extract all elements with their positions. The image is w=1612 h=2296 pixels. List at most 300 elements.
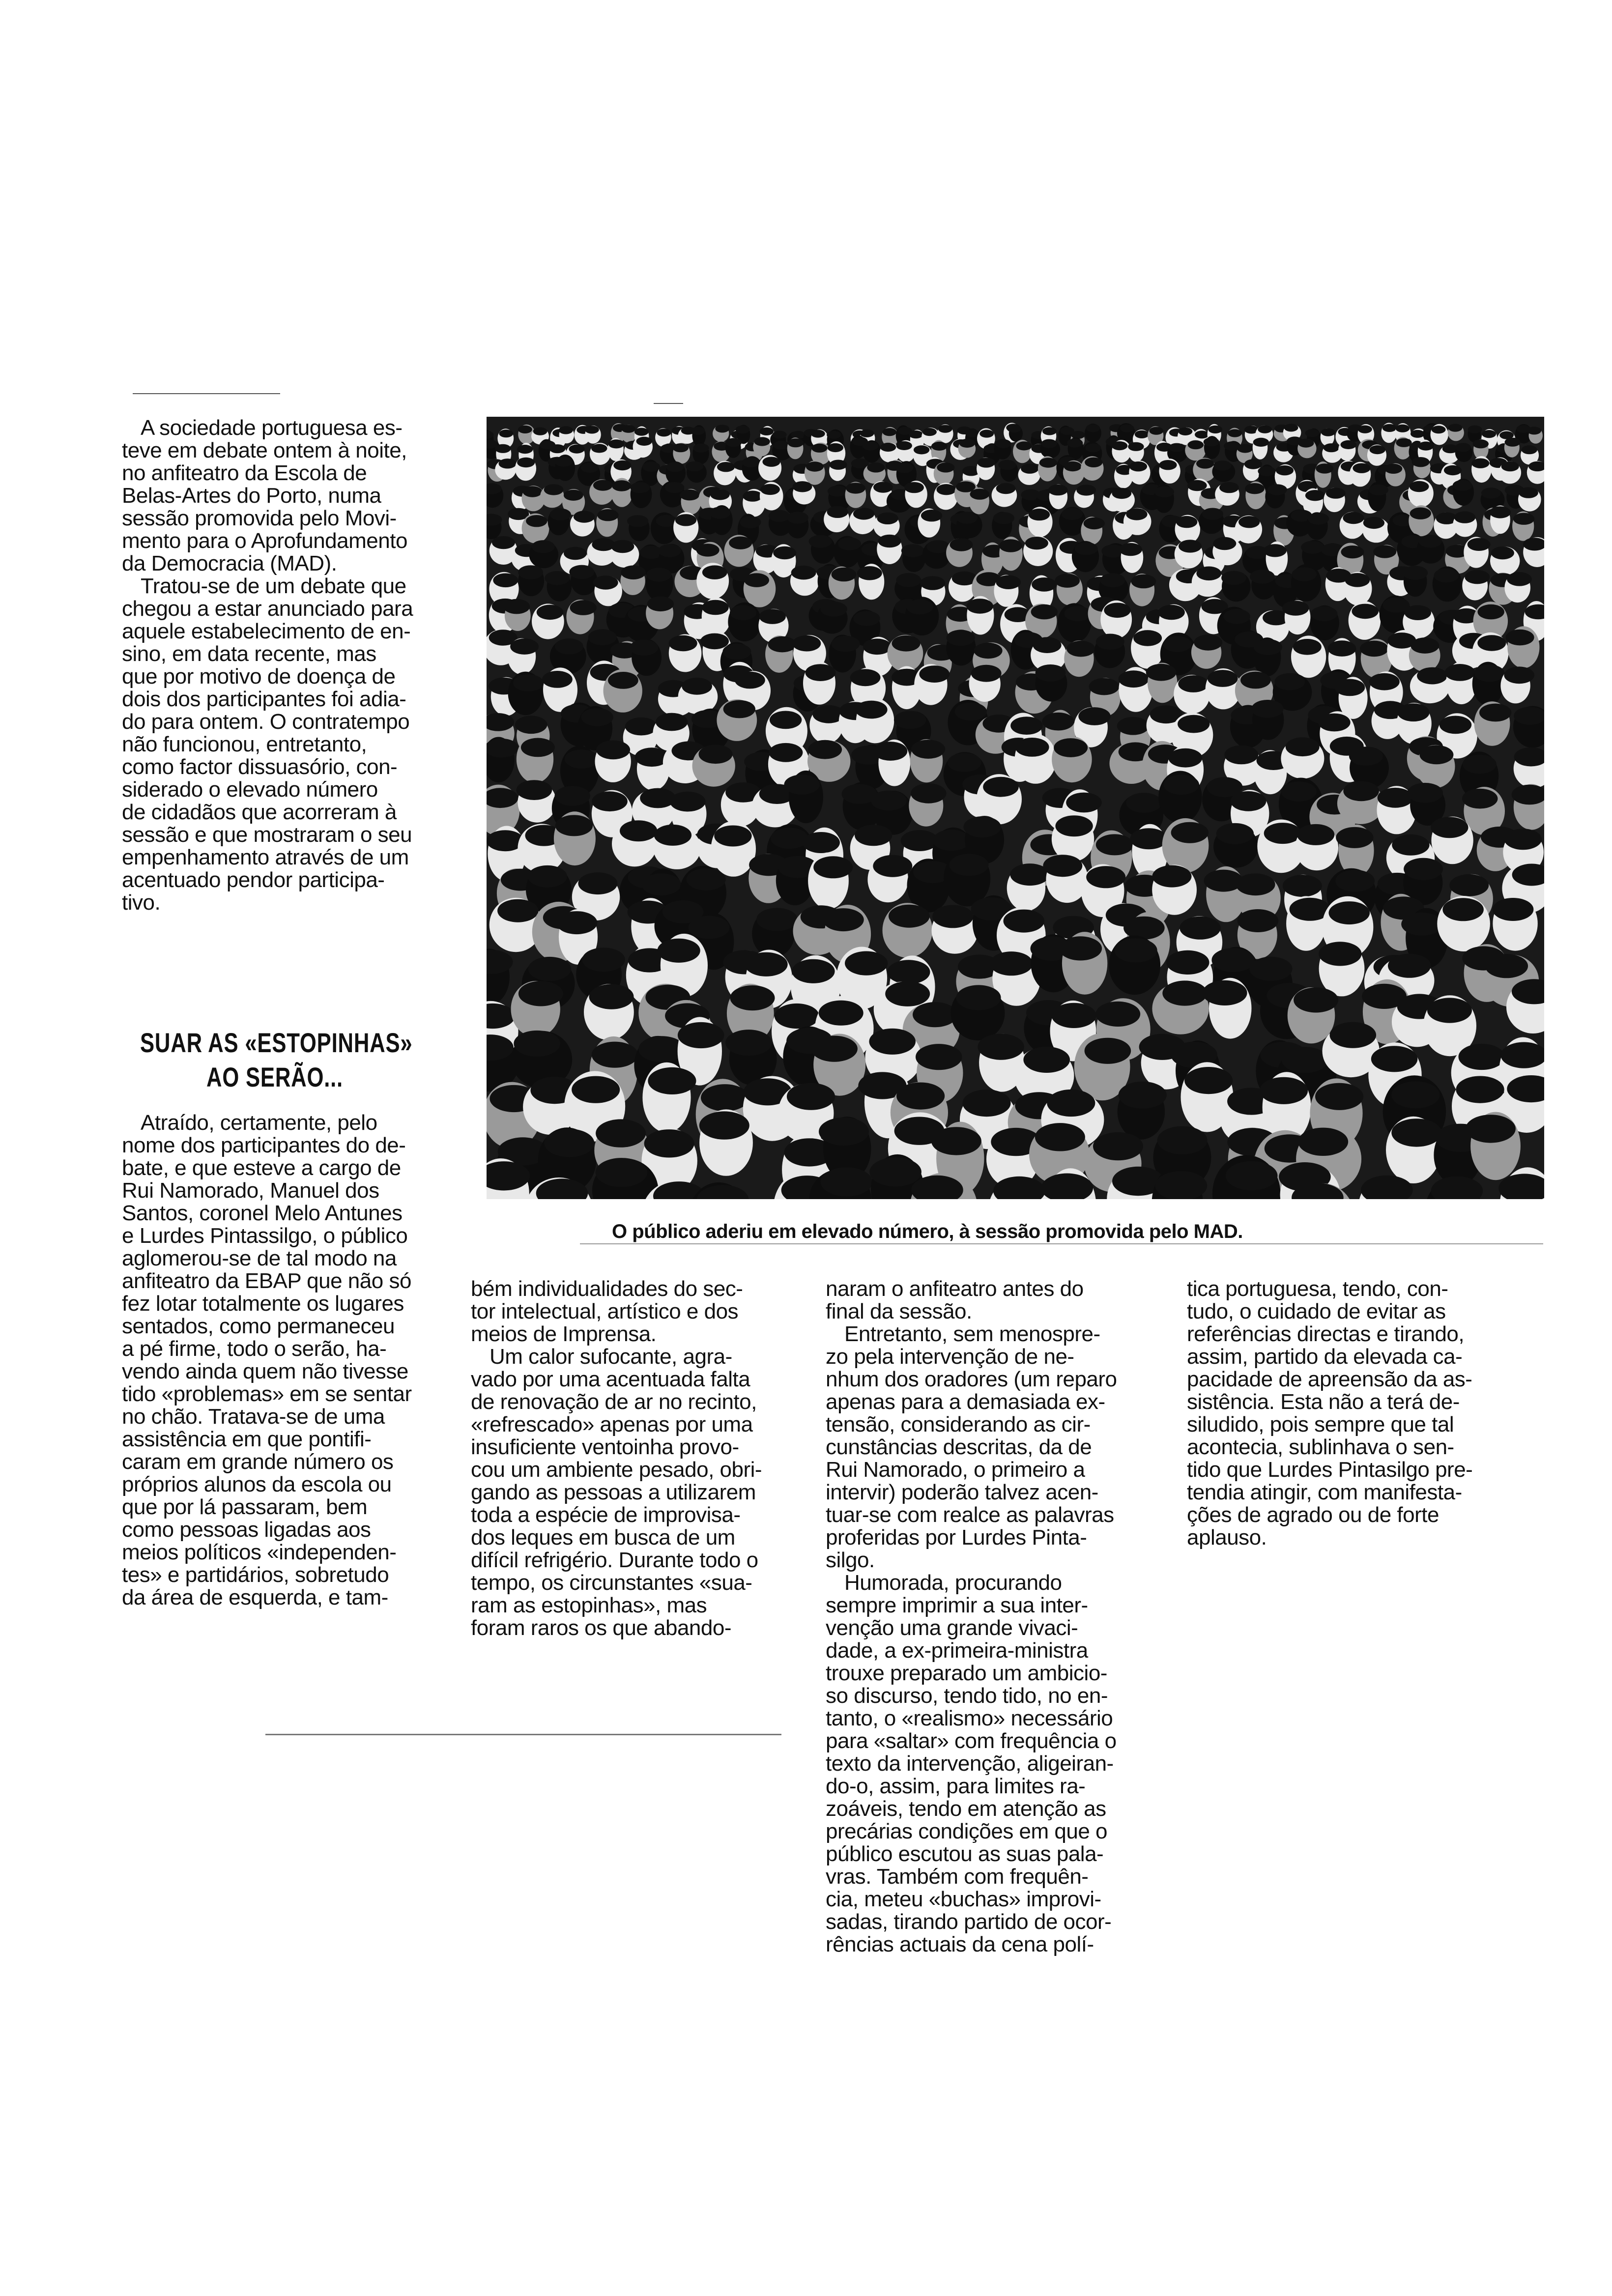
crowd-hair xyxy=(894,711,926,729)
crowd-hair xyxy=(644,1129,694,1157)
crowd-hair xyxy=(515,716,547,734)
crowd-hair xyxy=(999,539,1022,552)
crowd-hair xyxy=(916,1044,962,1070)
crowd-hair xyxy=(1282,1047,1328,1073)
top-rule xyxy=(133,393,280,394)
crowd-hair xyxy=(517,445,533,454)
crowd-hair xyxy=(978,458,995,467)
crowd-hair xyxy=(1455,443,1471,452)
crowd-hair xyxy=(1448,424,1463,431)
crowd-hair xyxy=(775,1004,819,1029)
crowd-hair xyxy=(1104,603,1130,618)
crowd-hair xyxy=(1047,1090,1095,1117)
text-line: silgo. xyxy=(826,1548,875,1572)
crowd-hair xyxy=(1119,543,1142,556)
crowd-hair xyxy=(1084,517,1105,529)
crowd-hair xyxy=(1506,630,1534,646)
crowd-hair xyxy=(808,740,842,759)
crowd-hair xyxy=(920,576,945,590)
crowd-hair xyxy=(691,427,705,435)
crowd-hair xyxy=(1401,913,1442,936)
crowd-hair xyxy=(819,1118,869,1146)
crowd-hair xyxy=(715,425,729,432)
crowd-hair xyxy=(1349,746,1383,766)
text-line: A sociedade portuguesa es- xyxy=(141,416,403,440)
text-line: siderado o elevado número xyxy=(122,777,378,802)
crowd-hair xyxy=(675,514,696,526)
crowd-hair xyxy=(1336,827,1373,848)
crowd-hair xyxy=(771,828,808,849)
crowd-hair xyxy=(967,599,993,614)
crowd-hair xyxy=(811,1036,858,1062)
crowd-hair xyxy=(729,537,752,549)
crowd-hair xyxy=(1384,464,1402,474)
crowd-hair xyxy=(1456,1076,1504,1103)
crowd-hair xyxy=(744,573,769,587)
crowd-hair xyxy=(1419,535,1442,547)
crowd-hair xyxy=(909,430,923,438)
crowd-hair xyxy=(1505,438,1521,447)
crowd-hair xyxy=(740,516,761,528)
crowd-hair xyxy=(593,575,618,590)
crowd-photo xyxy=(487,417,1544,1199)
crowd-hair xyxy=(1258,466,1275,476)
crowd-hair xyxy=(723,700,755,718)
crowd-hair xyxy=(1392,834,1429,856)
crowd-hair xyxy=(877,513,898,524)
crowd-hair xyxy=(678,1022,724,1048)
text-line: próprios alunos da escola ou xyxy=(122,1472,392,1496)
text-line: caram em grande número os xyxy=(122,1450,394,1474)
text-line: bém individualidades do sec- xyxy=(471,1277,743,1301)
crowd-hair xyxy=(1335,870,1375,892)
crowd-hair xyxy=(1211,948,1254,972)
crowd-hair xyxy=(1244,459,1262,469)
crowd-hair xyxy=(1221,571,1246,585)
crowd-hair xyxy=(493,574,518,588)
crowd-hair xyxy=(613,460,631,470)
text-line: Rui Namorado, o primeiro a xyxy=(826,1458,1085,1482)
crowd-hair xyxy=(1213,460,1231,470)
crowd-hair xyxy=(620,820,657,841)
crowd-hair xyxy=(582,947,625,972)
text-line: para «saltar» com frequência o xyxy=(826,1729,1117,1753)
crowd-hair xyxy=(896,1083,945,1110)
crowd-hair xyxy=(1352,604,1379,619)
crowd-hair xyxy=(855,701,887,719)
text-line: meios de Imprensa. xyxy=(471,1322,657,1346)
crowd-hair xyxy=(1434,569,1459,583)
text-line: Humorada, procurando xyxy=(844,1571,1062,1595)
crowd-hair xyxy=(853,611,880,626)
crowd-hair xyxy=(1353,463,1370,473)
crowd-hair xyxy=(1403,566,1428,580)
crowd-hair xyxy=(528,957,571,981)
crowd-hair xyxy=(1264,823,1301,844)
crowd-hair xyxy=(1166,950,1209,975)
crowd-hair xyxy=(819,1001,864,1026)
crowd-hair xyxy=(1096,834,1133,855)
crowd-hair xyxy=(774,441,789,450)
text-line: ram as estopinhas», mas xyxy=(471,1593,707,1617)
crowd-hair xyxy=(1054,738,1088,757)
crowd-hair xyxy=(1231,791,1267,811)
crowd-hair xyxy=(828,486,847,496)
text-line: no chão. Tratava-se de uma xyxy=(122,1405,385,1429)
crowd-hair xyxy=(1039,458,1057,467)
text-line: dos leques em busca de um xyxy=(471,1525,735,1550)
crowd-hair xyxy=(640,788,676,808)
crowd-hair xyxy=(693,444,709,453)
crowd-hair xyxy=(621,425,635,433)
crowd-hair xyxy=(1439,716,1471,734)
crowd-hair xyxy=(666,462,684,472)
crowd-hair xyxy=(564,490,583,501)
crowd-hair xyxy=(1418,442,1434,451)
crowd-hair xyxy=(1396,438,1411,447)
crowd-hair xyxy=(1065,606,1091,621)
text-line: pacidade de apreensão da as- xyxy=(1187,1367,1472,1391)
crowd-hair xyxy=(1369,485,1388,495)
crowd-hair xyxy=(1454,511,1475,523)
crowd-hair xyxy=(1388,954,1431,978)
crowd-hair xyxy=(544,1129,594,1157)
crowd-hair xyxy=(702,600,728,615)
crowd-hair xyxy=(827,431,841,439)
text-line: nome dos participantes do de- xyxy=(122,1133,406,1157)
crowd-hair xyxy=(555,638,583,655)
caption-scan-line xyxy=(580,1243,1543,1244)
crowd-hair xyxy=(1064,461,1082,471)
crowd-hair xyxy=(948,753,981,772)
crowd-hair xyxy=(1086,866,1125,888)
crowd-hair xyxy=(537,605,563,620)
crowd-hair xyxy=(913,1002,957,1027)
crowd-hair xyxy=(686,461,703,471)
crowd-hair xyxy=(1085,443,1101,452)
crowd-hair xyxy=(625,718,657,736)
text-line: como factor dissuasório, con- xyxy=(122,755,398,779)
crowd-hair xyxy=(809,535,832,548)
crowd-hair xyxy=(1369,673,1400,690)
text-line: dade, a ex-primeira-ministra xyxy=(826,1638,1088,1663)
crowd-hair xyxy=(1135,430,1149,438)
crowd-hair xyxy=(1085,1038,1131,1064)
text-line: Atraído, certamente, pelo xyxy=(141,1111,377,1135)
column-1-intro xyxy=(122,417,413,914)
crowd-hair xyxy=(904,482,924,493)
crowd-hair xyxy=(1330,1022,1377,1048)
crowd-hair xyxy=(1410,481,1429,492)
crowd-hair xyxy=(1395,425,1410,432)
crowd-hair xyxy=(1504,829,1542,850)
bottom-scan-line xyxy=(265,1734,781,1735)
crowd-hair xyxy=(896,573,921,587)
text-line: Belas-Artes do Porto, numa xyxy=(122,484,381,508)
crowd-hair xyxy=(1152,865,1192,888)
crowd-hair xyxy=(873,742,907,761)
crowd-hair xyxy=(556,911,598,934)
column-4 xyxy=(1187,1278,1472,1549)
crowd-hair xyxy=(803,832,840,853)
crowd-hair xyxy=(931,442,947,451)
crowd-hair xyxy=(769,510,790,522)
crowd-hair xyxy=(1078,707,1110,725)
crowd-hair xyxy=(654,825,691,846)
crowd-hair xyxy=(630,482,650,493)
text-line: cia, meteu «buchas» improvi- xyxy=(826,1887,1101,1911)
crowd-hair xyxy=(962,1090,1010,1117)
crowd-hair xyxy=(1391,1081,1439,1108)
crowd-hair xyxy=(947,630,975,646)
subheading-line-1: SUAR AS «ESTOPINHAS» xyxy=(140,1027,413,1058)
crowd-hair xyxy=(589,984,634,1009)
text-line: e Lurdes Pintassilgo, o público xyxy=(122,1224,408,1248)
crowd-hair xyxy=(499,459,517,468)
text-line: zoáveis, tendo em atenção as xyxy=(826,1797,1106,1821)
crowd-hair xyxy=(1318,714,1350,732)
text-line: do-o, assim, para limites ra- xyxy=(826,1774,1086,1798)
crowd-hair xyxy=(714,826,751,847)
crowd-hair xyxy=(892,635,921,652)
crowd-hair xyxy=(549,444,565,453)
crowd-hair xyxy=(806,664,836,681)
crowd-hair xyxy=(911,740,945,759)
crowd-hair xyxy=(1179,428,1193,435)
crowd-hair xyxy=(1343,781,1379,801)
crowd-hair xyxy=(773,546,796,559)
crowd-hair xyxy=(1059,936,1102,960)
crowd-hair xyxy=(850,669,881,686)
crowd-hair xyxy=(1308,513,1329,524)
crowd-hair xyxy=(608,672,638,689)
crowd-hair xyxy=(1159,460,1177,470)
text-line: trouxe preparado um ambicio- xyxy=(826,1661,1107,1685)
crowd-hair xyxy=(1067,439,1083,448)
crowd-hair xyxy=(1466,1115,1516,1143)
crowd-hair xyxy=(521,738,555,757)
crowd-hair xyxy=(1066,641,1095,657)
crowd-hair xyxy=(1213,537,1236,550)
crowd-hair xyxy=(1120,424,1134,432)
text-line: intervir) poderão talvez acen- xyxy=(826,1480,1098,1504)
text-line: não funcionou, entretanto, xyxy=(122,732,367,756)
crowd-hair xyxy=(1043,855,1082,877)
crowd-hair xyxy=(1445,664,1475,681)
crowd-hair xyxy=(869,1157,921,1186)
crowd-hair xyxy=(1016,441,1032,450)
crowd-hair xyxy=(950,538,973,551)
crowd-hair xyxy=(759,428,774,435)
crowd-hair xyxy=(1123,917,1165,940)
text-line: so discurso, tendo tido, no en- xyxy=(826,1684,1108,1708)
crowd-hair xyxy=(1449,874,1489,896)
text-line: no anfiteatro da Escola de xyxy=(122,461,367,485)
crowd-hair xyxy=(1294,987,1338,1012)
crowd-hair xyxy=(1264,544,1287,557)
text-line: da Democracia (MAD). xyxy=(122,551,337,575)
crowd-hair xyxy=(1315,1083,1363,1110)
crowd-hair xyxy=(1474,665,1505,682)
crowd-hair xyxy=(1493,898,1534,921)
crowd-hair xyxy=(1397,703,1429,721)
crowd-hair xyxy=(1328,640,1356,657)
crowd-hair xyxy=(792,635,821,652)
crowd-hair xyxy=(518,565,543,579)
text-line: assistência em que pontifi- xyxy=(122,1427,372,1451)
crowd-hair xyxy=(1462,789,1498,809)
text-line: dois dos participantes foi adia- xyxy=(122,687,406,711)
crowd-hair xyxy=(1066,793,1102,813)
crowd-hair xyxy=(1163,636,1192,652)
crowd-hair xyxy=(528,865,567,888)
crowd-hair xyxy=(1112,488,1131,499)
crowd-hair xyxy=(630,640,658,656)
crowd-hair xyxy=(873,855,912,877)
crowd-hair xyxy=(832,568,857,582)
crowd-hair xyxy=(1345,573,1370,587)
crowd-hair xyxy=(1226,1161,1278,1190)
crowd-hair xyxy=(770,711,802,729)
crowd-hair xyxy=(1329,901,1370,924)
text-line: gando as pessoas a utilizarem xyxy=(471,1480,756,1504)
crowd-hair xyxy=(820,602,847,617)
crowd-hair xyxy=(574,511,595,522)
crowd-hair xyxy=(792,959,835,983)
text-line: empenhamento através de um xyxy=(122,845,409,869)
crowd-hair xyxy=(1133,630,1162,646)
crowd-hair xyxy=(1417,667,1447,685)
text-line: tor intelectual, artístico e dos xyxy=(471,1299,739,1323)
crowd-hair xyxy=(545,571,570,585)
crowd-hair xyxy=(846,483,865,493)
crowd-hair xyxy=(1468,538,1491,551)
text-line: rências actuais da cena polí- xyxy=(826,1932,1094,1956)
crowd-hair xyxy=(730,605,756,620)
crowd-hair xyxy=(1007,425,1021,432)
crowd-hair xyxy=(1052,1003,1096,1028)
crowd-hair xyxy=(555,786,591,806)
text-line: acontecia, sublinhava o sen- xyxy=(1187,1435,1454,1459)
crowd-hair xyxy=(1281,781,1317,802)
crowd-hair xyxy=(1485,954,1528,978)
text-line: vras. Também com frequên- xyxy=(826,1865,1089,1889)
crowd-hair xyxy=(657,429,671,436)
text-line: tudo, o cuidado de evitar as xyxy=(1187,1299,1446,1323)
crowd-hair xyxy=(938,425,952,433)
crowd-hair xyxy=(544,484,564,495)
text-line: de cidadãos que acorreram à xyxy=(122,800,397,824)
crowd-hair xyxy=(1491,546,1514,559)
text-line: como pessoas ligadas aos xyxy=(122,1518,371,1542)
crowd-hair xyxy=(1251,700,1283,718)
crowd-hair xyxy=(830,460,847,470)
crowd-hair xyxy=(669,635,697,652)
text-line: Santos, coronel Melo Antunes xyxy=(122,1201,403,1225)
crowd-hair xyxy=(1326,488,1346,498)
crowd-hair xyxy=(492,536,515,549)
crowd-hair xyxy=(581,462,599,472)
crowd-hair xyxy=(1427,998,1472,1023)
crowd-hair xyxy=(689,916,730,939)
crowd-hair xyxy=(497,899,539,922)
text-line: sistência. Esta não a terá de- xyxy=(1187,1390,1460,1414)
crowd-hair xyxy=(1324,443,1339,452)
crowd-hair xyxy=(1171,822,1209,843)
crowd-hair xyxy=(1126,793,1162,813)
crowd-hair xyxy=(1178,675,1209,692)
crowd-hair xyxy=(1297,824,1334,845)
text-line: assim, partido da elevada ca- xyxy=(1187,1345,1463,1369)
crowd-hair xyxy=(597,509,618,521)
crowd-hair xyxy=(1276,465,1294,475)
crowd-hair xyxy=(726,438,742,447)
crowd-hair xyxy=(1404,858,1443,880)
crowd-hair xyxy=(983,777,1019,797)
crowd-hair xyxy=(1284,424,1298,431)
crowd-hair xyxy=(1267,484,1287,495)
text-line: tanto, o «realismo» necessário xyxy=(826,1706,1113,1730)
crowd-hair xyxy=(532,540,555,553)
crowd-hair xyxy=(518,426,532,433)
crowd-hair xyxy=(596,1158,648,1187)
crowd-hair xyxy=(572,1076,620,1103)
crowd-hair xyxy=(510,638,539,655)
crowd-hair xyxy=(963,816,1001,837)
crowd-hair xyxy=(885,981,930,1006)
crowd-hair xyxy=(919,665,950,683)
crowd-hair xyxy=(1254,639,1282,655)
text-line: tes» e partidários, sobretudo xyxy=(122,1563,389,1587)
crowd-hair xyxy=(709,507,730,518)
crowd-hair xyxy=(1036,664,1066,682)
crowd-hair xyxy=(1391,1119,1441,1147)
crowd-hair xyxy=(1209,426,1223,433)
crowd-hair xyxy=(1522,445,1537,454)
text-line: do para ontem. O contratempo xyxy=(122,710,410,734)
text-line: zo pela intervenção de ne- xyxy=(826,1345,1074,1369)
crowd-hair xyxy=(526,515,547,527)
crowd-hair xyxy=(518,981,563,1006)
crowd-hair xyxy=(937,484,956,495)
crowd-hair xyxy=(793,481,812,492)
crowd-hair xyxy=(1311,606,1337,622)
crowd-hair xyxy=(513,674,544,691)
text-line: sessão e que mostraram o seu xyxy=(122,823,412,847)
crowd-hair xyxy=(869,1029,916,1055)
crowd-hair xyxy=(1412,457,1430,467)
crowd-hair xyxy=(895,463,913,473)
crowd-hair xyxy=(974,643,1003,659)
crowd-hair xyxy=(845,951,888,976)
text-line: vendo ainda quem não tivesse xyxy=(122,1359,408,1383)
crowd-hair xyxy=(1114,938,1157,962)
subheading-line-2: AO SERÃO... xyxy=(206,1062,343,1092)
crowd-hair xyxy=(1154,487,1174,497)
crowd-hair xyxy=(1343,512,1364,524)
crowd-hair xyxy=(565,749,599,769)
crowd-hair xyxy=(813,856,853,878)
crowd-hair xyxy=(743,490,762,501)
text-line: difícil refrigério. Durante todo o xyxy=(471,1548,758,1572)
crowd-hair xyxy=(634,428,649,436)
crowd-hair xyxy=(1407,783,1443,803)
crowd-hair xyxy=(717,462,735,472)
crowd-hair xyxy=(1042,427,1057,435)
crowd-hair xyxy=(499,430,513,437)
crowd-hair xyxy=(1410,430,1425,438)
crowd-hair xyxy=(971,665,1002,682)
